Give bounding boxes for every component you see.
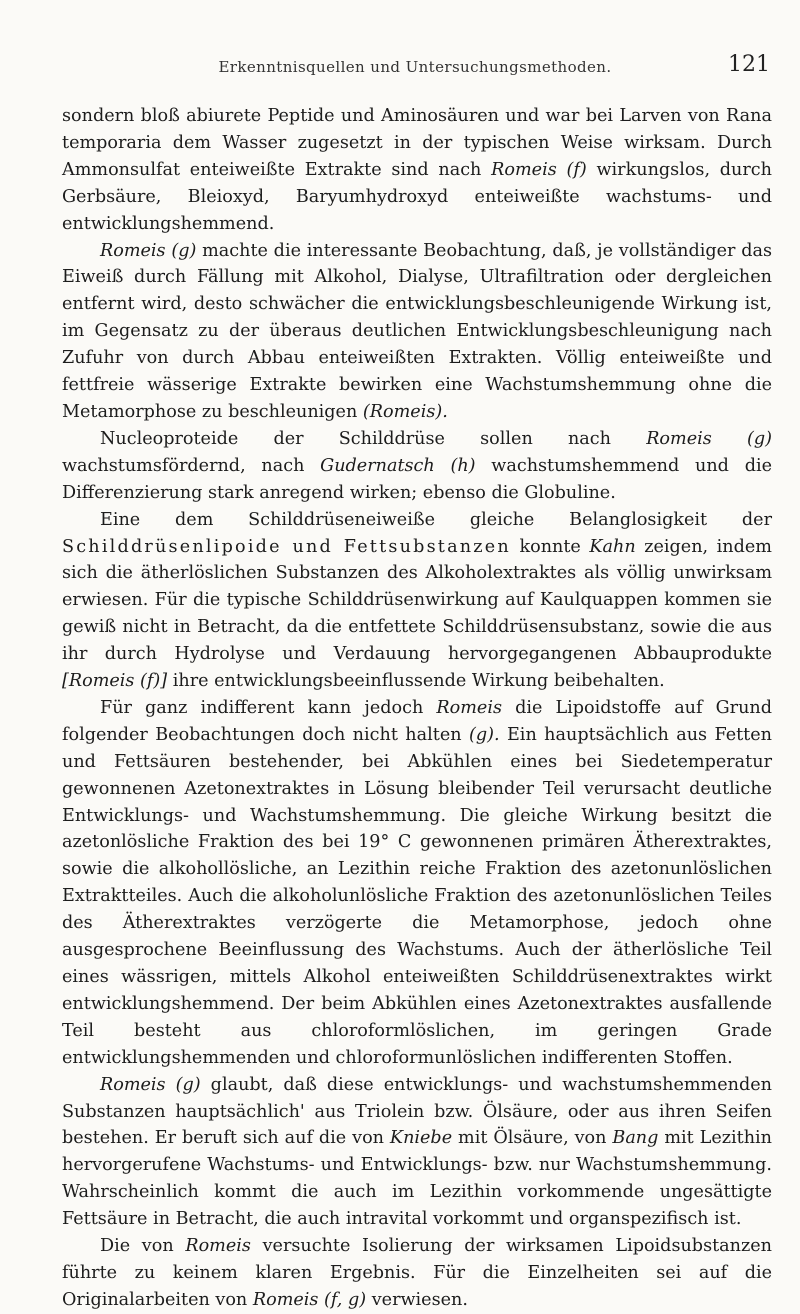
body-text [62,103,772,1314]
paragraph [62,103,772,238]
text-run: wirkungslos, durch Gerbsäure, Bleioxyd, Baryumhydroxyd enteiweißte wachstums- und entwicklungshemmend. [62,159,772,234]
citation-text: [Romeis (f)] [62,671,168,692]
paragraph [62,695,772,1072]
citation-text: Kahn [589,536,636,557]
text-run: glaubt, daß diese entwicklungs- und wachstumshemmenden Substanzen hauptsächlich' aus Triolein bzw. Ölsäure, oder aus ihren Seifen bestehen. Er beruft sich auf die von [62,1074,772,1149]
text-run: wachstumsfördernd, nach [62,455,321,476]
text-run: die Lipoidstoffe auf Grund folgender Beobachtungen doch nicht halten [62,697,772,745]
paragraph [62,1072,772,1233]
page-header [60,46,770,86]
paragraph [62,426,772,507]
citation-text: (Romeis). [362,401,448,422]
citation-text: Romeis (f) [491,159,587,180]
text-run: verwiesen. [366,1289,468,1310]
paragraph [62,507,772,695]
page-number: 121 [728,52,770,77]
text-run: machte die interessante Beobachtung, daß, je vollständiger das Eiweiß durch Fällung mit Alkohol, Dialyse, Ultrafiltration oder dergleichen entfernt wird, desto schwächer die entwicklungsbeschleunigende Wirkung ist, im Gegensatz zu der überaus deutlichen Entwicklungsbeschleunigung nach Zufuhr von durch Abbau enteiweißten Extrakten. Völlig enteiweißte und fettfreie wässerige Extrakte bewirken eine Wachstumshemmung ohne die Metamorphose zu beschleunigen [62,240,772,422]
text-run: versuchte Isolierung der wirksamen Lipoidsubstanzen führte zu keinem klaren Ergebnis. Für die Einzelheiten sei auf die Originalarbeiten von [62,1236,773,1310]
citation-text: (g). [468,724,500,745]
citation-text: Romeis (g) [100,240,197,261]
text-run: zeigen, indem sich die ätherlöslichen Substanzen des Alkoholextraktes als völlig unwirksam erwiesen. Für die typische Schilddrüsenwirkung auf Kaulquappen kommen sie gewiß nicht in Betracht, da die entfettete Schilddrüsensubstanz, sowie die aus ihr durch Hydrolyse und Verdauung hervorgegangenen Abbauprodukte [62,536,772,665]
text-run: wachstumshemmend und die Differenzierung stark anregend wirken; ebenso die Globuline. [62,455,772,503]
citation-text: Gudernatsch (h) [320,455,476,476]
citation-text: Romeis [185,1236,251,1257]
citation-text: Romeis (g) [100,1074,201,1095]
citation-text: Romeis (f, g) [252,1289,367,1310]
citation-text: Romeis [436,697,502,718]
citation-text: Bang [612,1128,659,1149]
citation-text: Kniebe [389,1128,453,1149]
paragraph [62,238,772,426]
text-run: mit Lezithin hervorgerufene Wachstums- und Entwicklungs- bzw. nur Wachstumshemmung. Wahrscheinlich kommt die auch im Lezithin vorkommende ungesättigte Fettsäure in Betracht, die auch intravital vorkommt und organspezifisch ist. [62,1128,772,1230]
citation-text: Romeis (g) [646,428,772,449]
text-run: mit Ölsäure, von [452,1128,613,1149]
text-run: Für ganz indifferent kann jedoch [100,697,437,718]
spaced-emphasis-text: Schilddrüsenlipoide und Fettsubstanzen [62,536,511,557]
text-run: Ein hauptsächlich aus Fetten und Fettsäuren bestehender, bei Abkühlen eines bei Siedetemperatur gewonnenen Azetonextraktes in Lösung bleibender Teil verursacht deutliche Entwicklungs- und Wachstumshemmung. Die gleiche Wirkung besitzt die azetonlösliche Fraktion des bei 19° C gewonnenen primären Ätherextraktes, sowie die alkohollösliche, an Lezithin reiche Fraktion des azetonunlöslichen Extraktteiles. Auch die alkoholunlösliche Fraktion des azetonunlöslichen Teiles des Ätherextraktes verzögerte die Metamorphose, jedoch ohne ausgesprochene Beeinflussung des Wachstums. Auch der ätherlösliche Teil eines wässrigen, mittels Alkohol enteiweißten Schilddrüsenextraktes wirkt entwicklungshemmend. Der beim Abkühlen eines Azetonextraktes ausfallende Teil besteht aus chloroformlöslichen, im geringen Grade entwicklungshemmenden und chloroformunlöslichen indifferenten Stoffen. [62,724,772,1068]
text-run: ihre entwicklungsbeeinflussende Wirkung beibehalten. [167,671,665,692]
running-title: Erkenntnisquellen und Untersuchungsmethoden. [218,58,612,76]
text-run: Eine dem Schilddrüseneiweiße gleiche Belanglosigkeit der [100,509,772,530]
text-run: Nucleoproteide der Schilddrüse sollen nach [100,428,647,449]
text-run: sondern bloß abiurete Peptide und Aminosäuren und war bei Larven von Rana temporaria dem Wasser zugesetzt in der typischen Weise wirksam. Durch Ammonsulfat enteiweißte Extrakte sind nach [62,106,772,180]
text-run: Die von [100,1236,186,1257]
text-run: konnte [510,536,590,557]
paragraph [62,1233,772,1314]
